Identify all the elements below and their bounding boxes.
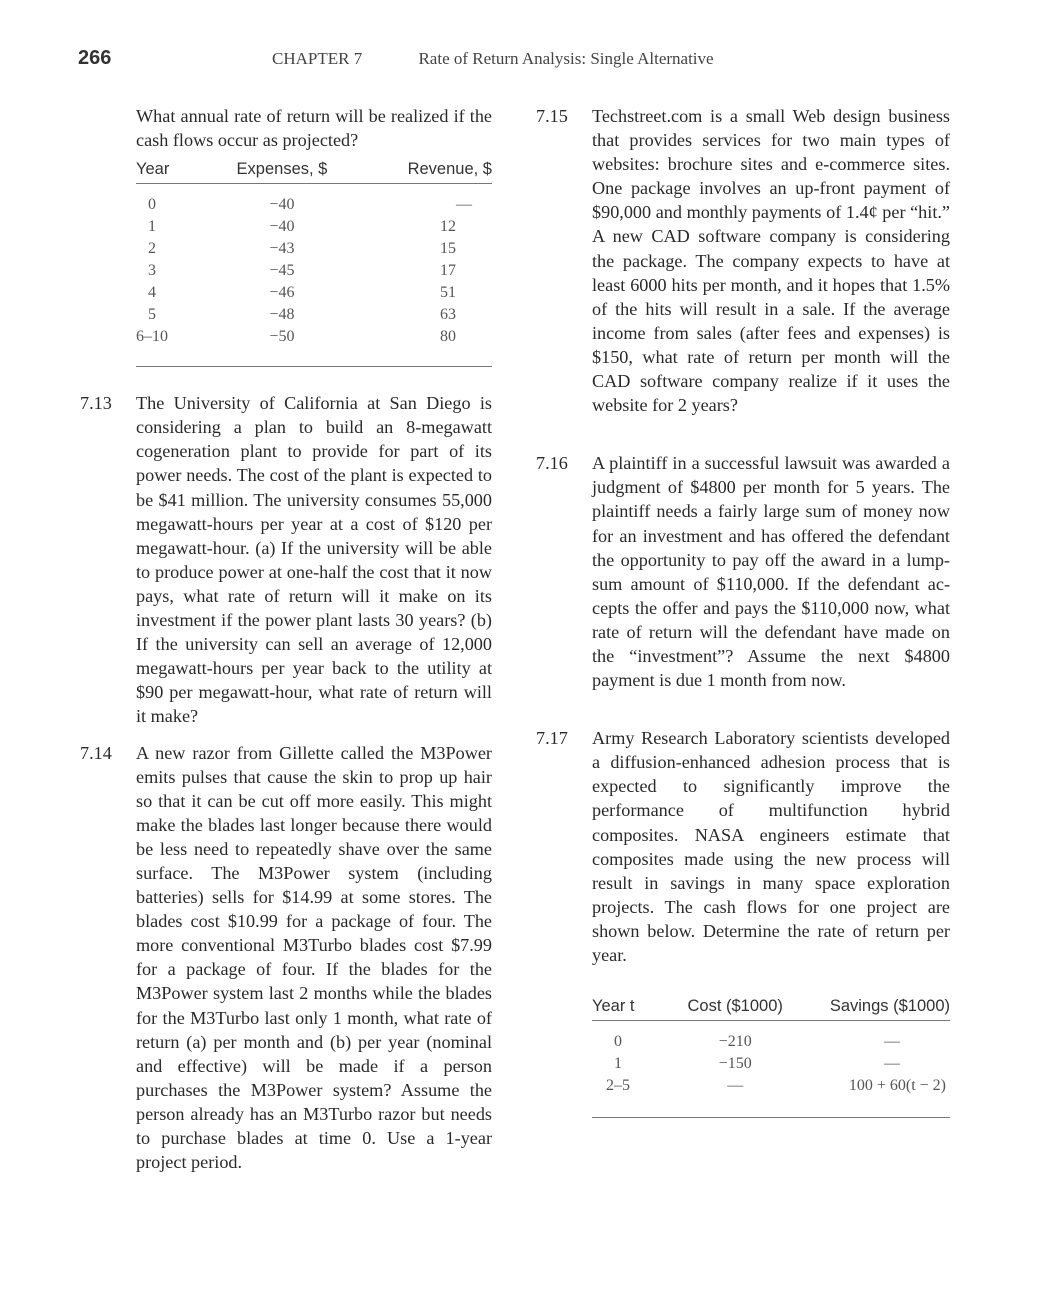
table-cell: −40 (269, 196, 295, 214)
table-bottom-rule (592, 1097, 950, 1118)
problem-text: Techstreet.com is a small Web design business that provides services for two main types of websites: brochure sites and e-commerce sites. One package involves an up-front payment of $90,000 and monthly payments of 1.4¢ per “hit.” A new CAD software company is considering the package. The company expects to have at least 6000 hits per month, and it hopes that 1.5% of the hits will result in a sale. If the average income from sales (after fees and expenses) is $150, what rate of return per month will the CAD software company realize if it uses the website for 2 years? (592, 106, 950, 416)
problem-7-17 (536, 726, 950, 1118)
table1-header-year: Year (136, 160, 214, 184)
table-cell: 2 (148, 240, 156, 258)
table-bottom-rule (136, 348, 492, 367)
table-cell: — (456, 196, 472, 214)
problem-number: 7.16 (536, 453, 568, 474)
table-cell: 51 (440, 284, 456, 302)
table-cell: 1 (148, 218, 156, 236)
problem-continuation (80, 104, 492, 367)
table-row (136, 184, 492, 217)
table-cell: — (727, 1077, 744, 1095)
table-cell: 100 + 60(t − 2) (848, 1077, 946, 1095)
left-column (80, 104, 492, 1174)
problem-text: A new razor from Gillette called the M3Power emits pulses that cause the skin to prop up hair so that it can be cut off more easily. This might make the blades last longer because there would be less need to repeatedly shave over the same surface. The M3Power system (including batteries) sells for $14.99 at some stores. The blades cost $10.99 for a package of four. The more conventional M3Turbo blades cost $7.99 for a package of four. If the blades for the M3Power system last 2 months while the blades for the M3Turbo last only 1 month, what rate of return (a) per month and (b) per year (nominal and effective) will be made if a person purchases the M3Power system? Assume the person already has an M3Turbo razor but needs to purchase blades at time 0. Use a 1-year project period. (136, 742, 492, 1173)
table1-header-expenses: Expenses, $ (214, 160, 349, 184)
table-row (136, 282, 492, 304)
chapter-title: Rate of Return Analysis: Single Alternative (418, 49, 714, 68)
table-cell: 5 (148, 306, 156, 324)
table-cell: 15 (440, 240, 456, 258)
table-row (136, 238, 492, 260)
table-row (592, 1021, 950, 1054)
page-number: 266 (78, 47, 112, 69)
table-row (136, 260, 492, 282)
table2-header-savings: Savings ($1000) (800, 997, 950, 1021)
table-row (136, 304, 492, 326)
problem-number: 7.13 (80, 393, 112, 414)
table1-header-revenue: Revenue, $ (350, 160, 492, 184)
problem-7-13 (80, 391, 492, 728)
problem-text: A plaintiff in a successful lawsuit was awarded a judgment of $4800 per month for 5 years. The plaintiff needs a fairly large sum of money now for an investment and has offered the defendant the opportunity to pay off the award in a lump-sum amount of $110,000. If the defendant accepts the offer and pays the $110,000 now, what rate of return will the defendant have made on the “investment”? Assume the next $4800 payment is due 1 month from now. (592, 453, 950, 691)
table-cell: −210 (718, 1033, 752, 1051)
table-cell: −48 (269, 306, 295, 324)
right-column (536, 104, 950, 1118)
table-cell: −40 (269, 218, 295, 236)
table-cell: 1 (614, 1055, 622, 1073)
table-cell: −150 (718, 1055, 752, 1073)
table-cell: −45 (269, 262, 295, 280)
table-cell: 12 (440, 218, 456, 236)
table-row (592, 1075, 950, 1097)
table-cell: 4 (148, 284, 156, 302)
table-cell: — (884, 1055, 900, 1073)
cash-flow-table (136, 160, 492, 367)
chapter-label: CHAPTER 7 (272, 49, 363, 68)
running-header (272, 49, 714, 69)
table-cell: −43 (269, 240, 295, 258)
table-cell: 6–10 (136, 328, 168, 346)
problem-number: 7.17 (536, 728, 568, 749)
table-cell: 17 (440, 262, 456, 280)
problem-7-16 (536, 451, 950, 692)
problem-text: Army Research Laboratory scientists developed a diffusion-enhanced adhesion process that is expected to significantly improve the performance of multifunction hybrid composites. NASA engineers estimate that composites made using the new process will result in savings in many space exploration projects. The cash flows for one project are shown below. Determine the rate of return per year. (592, 728, 950, 965)
problem-7-14 (80, 741, 492, 1175)
table-cell: 63 (440, 306, 456, 324)
table-row (136, 326, 492, 348)
intro-text: What annual rate of return will be realized if the cash flows occur as projected? (136, 106, 492, 151)
problem-text: The University of California at San Diego is considering a plan to build an 8-megawatt cogeneration plant to provide for part of its power needs. The cost of the plant is expected to be $41 million. The university consumes 55,000 megawatt-hours per year at a cost of $120 per megawatt-hour. (a) If the university will be able to produce power at one-half the cost that it now pays, what rate of return will it make on its investment if the power plant lasts 30 years? (b) If the university can sell an average of 12,000 megawatt-hours per year back to the utility at $90 per megawatt-hour, what rate of return will it make? (136, 393, 492, 727)
table2-header-cost: Cost ($1000) (671, 997, 800, 1021)
cost-savings-table (592, 997, 950, 1118)
problem-7-15 (536, 104, 950, 417)
table-cell: −46 (269, 284, 295, 302)
table-cell: — (884, 1033, 900, 1051)
table-row (136, 216, 492, 238)
table-cell: 0 (614, 1033, 622, 1051)
table-cell: 0 (148, 196, 156, 214)
problem-number: 7.14 (80, 742, 112, 763)
table-cell: 3 (148, 262, 156, 280)
table-row (592, 1053, 950, 1075)
table-cell: 2–5 (606, 1077, 630, 1095)
table-cell: 80 (440, 328, 456, 346)
table-cell: −50 (269, 328, 295, 346)
problem-number: 7.15 (536, 106, 568, 126)
table2-header-year: Year t (592, 997, 671, 1021)
